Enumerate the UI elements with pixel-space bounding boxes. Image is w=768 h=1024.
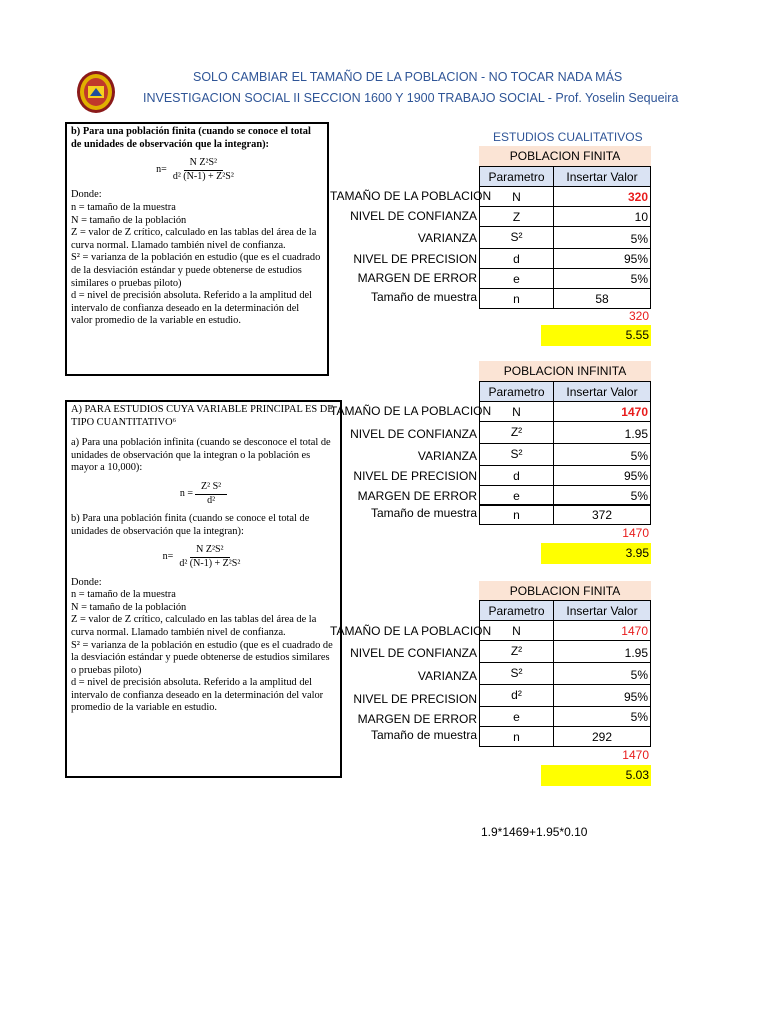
- table3-param-n: n: [479, 726, 554, 747]
- table1-value-N[interactable]: 320: [553, 186, 651, 207]
- table3-title: POBLACION FINITA: [479, 581, 651, 602]
- box1-donde: Donde:: [71, 189, 102, 201]
- table3-value-N[interactable]: 1470: [553, 620, 651, 641]
- header-line-1: SOLO CAMBIAR EL TAMAÑO DE LA POBLACION - NO TOCAR NADA MÁS: [193, 70, 623, 84]
- formula-numerator: Z² S²: [195, 481, 227, 495]
- row-label-error: MARGEN DE ERROR: [357, 712, 477, 726]
- row-label-muestra: Tamaño de muestra: [370, 290, 477, 304]
- table3-param-d2: d²: [479, 684, 554, 707]
- table3-col-param: Parametro: [479, 600, 554, 621]
- table3-param-Z2: Z²: [479, 640, 554, 663]
- table3-col-valor: Insertar Valor: [553, 600, 651, 621]
- row-label-precision: NIVEL DE PRECISION: [353, 692, 477, 706]
- box1-def: Z = valor de Z crítico, calculado en las tablas del área de la curva normal. Llamado también nivel de confianza.: [71, 227, 317, 251]
- university-logo: [76, 70, 116, 114]
- formula-box-finite: [65, 122, 329, 376]
- table1-below-population: 320: [628, 309, 649, 323]
- row-label-tamano-poblacion: TAMAÑO DE LA POBLACION: [330, 404, 492, 418]
- table1-value-e[interactable]: 5%: [553, 268, 651, 289]
- box2-heading: A) PARA ESTUDIOS CUYA VARIABLE PRINCIPAL ES DE TIPO CUANTITATIVO⁶: [71, 404, 334, 428]
- box1-def: S² = varianza de la población en estudio (que es el cuadrado de la desviación estándar y puede obtenerse de estudios similares o pruebas piloto): [71, 252, 321, 289]
- row-label-confianza: NIVEL DE CONFIANZA: [350, 209, 477, 223]
- table2-param-n: n: [479, 504, 554, 525]
- formula-box-quantitative: [65, 400, 342, 778]
- box1-heading: b) Para una población finita (cuando se conoce el total de unidades de observación que la integran):: [71, 126, 311, 150]
- formula-lhs: n=: [162, 551, 174, 563]
- table1-value-Z[interactable]: 10: [553, 206, 651, 227]
- table1-param-n: n: [479, 288, 554, 309]
- formula-lhs: n =: [179, 487, 193, 499]
- table3-value-Z2[interactable]: 1.95: [553, 640, 651, 663]
- box2-donde: Donde:: [71, 576, 102, 588]
- table2-below-population: 1470: [622, 526, 649, 540]
- formula-lhs: n=: [156, 163, 167, 175]
- box2-def: d = nivel de precisión absoluta. Referido a la amplitud del intervalo de confianza deseado en la determinación del valor promedio de la variable en estudio.: [71, 677, 324, 714]
- box2-formula-finite: [71, 544, 336, 570]
- table2-value-S2[interactable]: 5%: [553, 443, 651, 466]
- table1-param-Z: Z: [479, 206, 554, 227]
- formula-denominator: d²: [207, 494, 216, 506]
- table3-param-N: N: [479, 620, 554, 641]
- table2-value-e[interactable]: 5%: [553, 485, 651, 506]
- formula-denominator: d² (N-1) + Z²S²: [179, 557, 241, 569]
- box2-formula-infinite: [71, 481, 336, 507]
- header-line-2: INVESTIGACION SOCIAL II SECCION 1600 Y 1900 TRABAJO SOCIAL - Prof. Yoselin Sequeira: [143, 91, 679, 105]
- table3-value-e[interactable]: 5%: [553, 706, 651, 727]
- table1-value-S2[interactable]: 5%: [553, 226, 651, 249]
- row-label-error: MARGEN DE ERROR: [357, 271, 477, 285]
- table2-param-N: N: [479, 401, 554, 422]
- table3-below-result: 5.03: [541, 765, 651, 786]
- table3-value-n: 292: [553, 726, 651, 747]
- table1-value-n: 58: [553, 288, 651, 309]
- row-label-muestra: Tamaño de muestra: [370, 728, 477, 742]
- row-label-tamano-poblacion: TAMAÑO DE LA POBLACION: [330, 189, 492, 203]
- table2-value-Z2[interactable]: 1.95: [553, 421, 651, 444]
- table2-title: POBLACION INFINITA: [479, 361, 651, 382]
- box1-def: N = tamaño de la población: [71, 214, 187, 226]
- box1-formula: [71, 157, 323, 183]
- table1-param-N: N: [479, 186, 554, 207]
- row-label-tamano-poblacion: TAMAÑO DE LA POBLACION: [330, 624, 492, 638]
- box1-def: n = tamaño de la muestra: [71, 201, 176, 213]
- table1-param-e: e: [479, 268, 554, 289]
- row-label-confianza: NIVEL DE CONFIANZA: [350, 646, 477, 660]
- footer-formula: 1.9*1469+1.95*0.10: [481, 825, 588, 839]
- table1-col-valor: Insertar Valor: [553, 166, 651, 187]
- table3-value-S2[interactable]: 5%: [553, 662, 651, 685]
- row-label-precision: NIVEL DE PRECISION: [353, 469, 477, 483]
- table1-col-param: Parametro: [479, 166, 554, 187]
- table2-param-Z2: Z²: [479, 421, 554, 444]
- table3-param-S2: S²: [479, 662, 554, 685]
- formula-numerator: N Z²S²: [190, 544, 229, 558]
- formula-numerator: N Z²S²: [184, 157, 223, 171]
- table3-below-population: 1470: [622, 748, 649, 762]
- box2-def: Z = valor de Z crítico, calculado en las tablas del área de la curva normal. Llamado también nivel de confianza.: [71, 614, 317, 638]
- formula-denominator: d² (N-1) + Z²S²: [172, 170, 234, 182]
- row-label-varianza: VARIANZA: [417, 231, 477, 245]
- box2-a-text: a) Para una población infinita (cuando se desconoce el total de unidades de observación que la integran o la población es mayor a 10,000):: [71, 437, 331, 474]
- box1-def: d = nivel de precisión absoluta. Referido a la amplitud del intervalo de confianza deseado en la determinación del valor promedio de la variable en estudio.: [71, 290, 313, 327]
- table1-param-S2: S²: [479, 226, 554, 249]
- table3-value-d2[interactable]: 95%: [553, 684, 651, 707]
- section-title-cualitativos: ESTUDIOS CUALITATIVOS: [493, 130, 643, 144]
- table2-value-N[interactable]: 1470: [553, 401, 651, 422]
- row-label-error: MARGEN DE ERROR: [357, 489, 477, 503]
- table2-param-d: d: [479, 465, 554, 486]
- table2-col-param: Parametro: [479, 381, 554, 402]
- table2-below-result: 3.95: [541, 543, 651, 564]
- box2-def: N = tamaño de la población: [71, 601, 187, 613]
- table2-col-valor: Insertar Valor: [553, 381, 651, 402]
- table1-value-d[interactable]: 95%: [553, 248, 651, 269]
- table1-param-d: d: [479, 248, 554, 269]
- row-label-precision: NIVEL DE PRECISION: [353, 252, 477, 266]
- table2-param-e: e: [479, 485, 554, 506]
- table2-value-d[interactable]: 95%: [553, 465, 651, 486]
- table1-title: POBLACION FINITA: [479, 146, 651, 167]
- table2-param-S2: S²: [479, 443, 554, 466]
- box2-def: S² = varianza de la población en estudio (que es el cuadrado de la desviación estándar y puede obtenerse de estudios similares o pruebas piloto): [71, 639, 333, 676]
- table2-value-n: 372: [553, 504, 651, 525]
- row-label-confianza: NIVEL DE CONFIANZA: [350, 427, 477, 441]
- row-label-muestra: Tamaño de muestra: [370, 506, 477, 520]
- table3-param-e: e: [479, 706, 554, 727]
- box2-def: n = tamaño de la muestra: [71, 589, 176, 601]
- row-label-varianza: VARIANZA: [417, 669, 477, 683]
- table1-below-result: 5.55: [541, 325, 651, 346]
- row-label-varianza: VARIANZA: [417, 449, 477, 463]
- box2-b-text: b) Para una población finita (cuando se conoce el total de unidades de observación que la integran):: [71, 513, 310, 537]
